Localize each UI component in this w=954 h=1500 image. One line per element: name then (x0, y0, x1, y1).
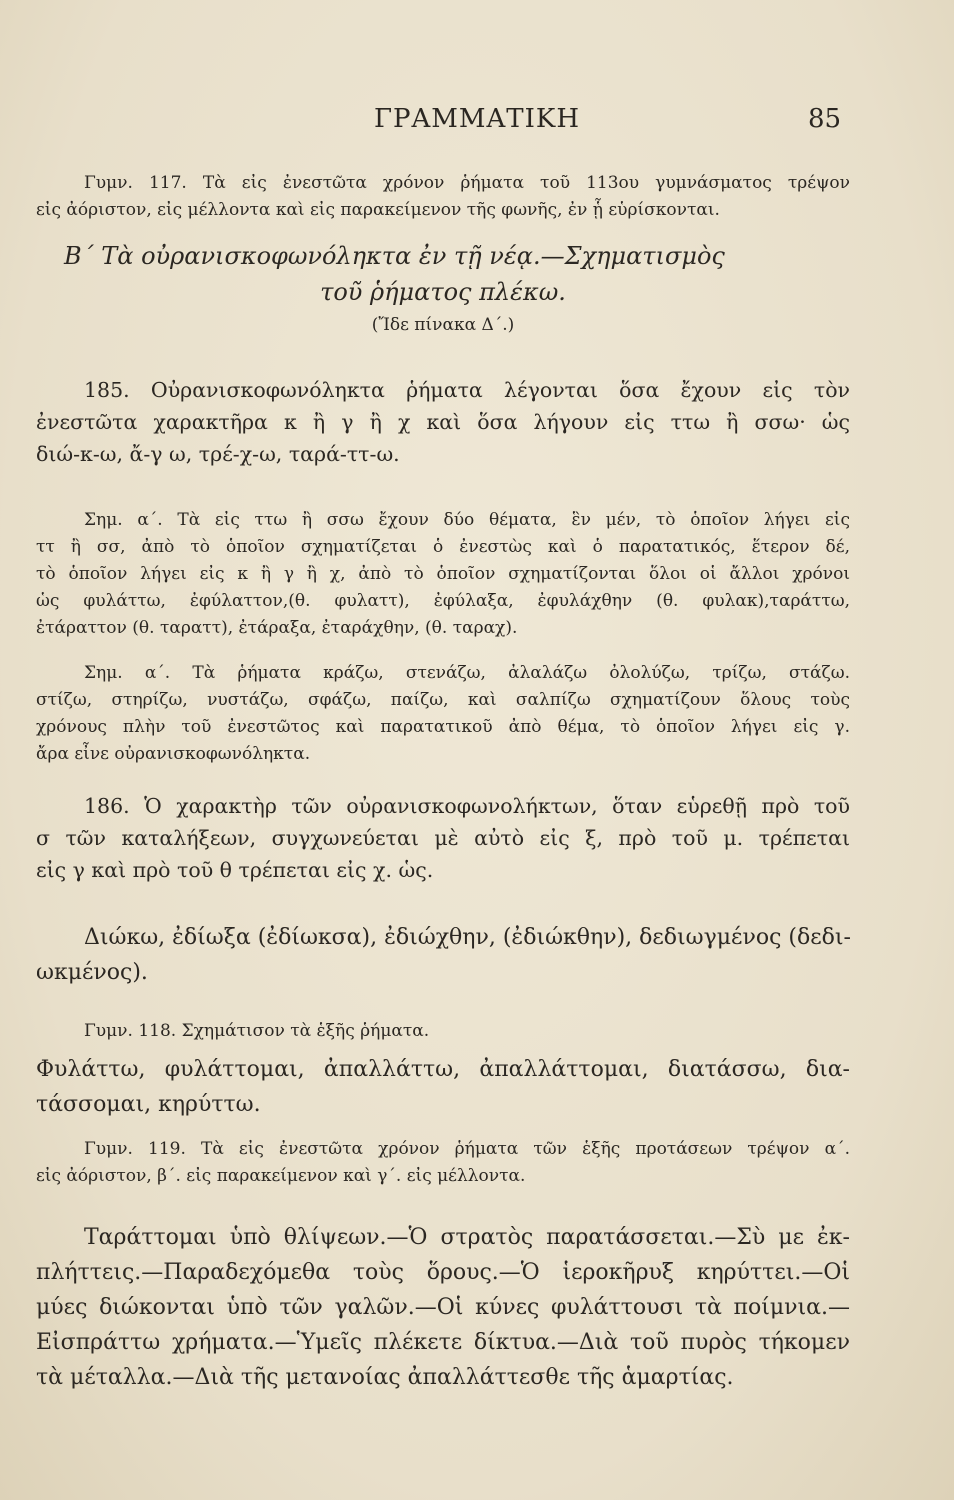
paragraph-186-line-1: 186. Ὁ χαρακτὴρ τῶν οὐρανισκοφωνολήκτων, ὅταν εὑρεθῇ πρὸ τοῦ (84, 794, 850, 818)
exercise-119-sentence-line-5: τὰ μέταλλα.—Διὰ τῆς μετανοίας ἀπαλλάττεσθε τῆς ἁμαρτίας. (36, 1365, 734, 1390)
note-1-line-2: ττ ἢ σσ, ἀπὸ τὸ ὁποῖον σχηματίζεται ὁ ἐνεστὼς καὶ ὁ παρατατικός, ἕτερον δέ, (36, 537, 850, 557)
section-b-heading (36, 238, 850, 339)
exercise-117-line-1: Γυμν. 117. Τὰ εἰς ἐνεστῶτα χρόνον ῥήματα τοῦ 113ου γυμνάσματος τρέψον (84, 173, 850, 193)
exercise-119-line-2: εἰς ἀόριστον, β΄. εἰς παρακείμενον καὶ γ΄. εἰς μέλλοντα. (36, 1166, 526, 1186)
paragraph-185-line-3: διώ-κ-ω, ἄ-γ ω, τρέ-χ-ω, ταρά-ττ-ω. (36, 442, 400, 466)
paragraph-185-line-1: 185. Οὐρανισκοφωνόληκτα ῥήματα λέγονται ὅσα ἔχουν εἰς τὸν (84, 378, 850, 402)
paragraph-186-line-3: εἰς γ καὶ πρὸ τοῦ θ τρέπεται εἰς χ. ὡς. (36, 858, 434, 882)
exercise-118-heading (36, 1018, 850, 1045)
exercise-118-verbs-line-2: τάσσομαι, κηρύττω. (36, 1092, 261, 1117)
section-b-title-line-2: τοῦ ῥήματος πλέκω. (320, 278, 566, 306)
exercise-119-sentences (36, 1220, 850, 1395)
paragraph-186-line-2: σ τῶν καταλήξεων, συγχωνεύεται μὲ αὐτὸ εἰς ξ, πρὸ τοῦ μ. τρέπεται (36, 826, 850, 850)
note-2-line-4: ἄρα εἶνε οὐρανισκοφωνόληκτα. (36, 744, 311, 764)
note-1-line-1: Σημ. α΄. Τὰ εἰς ττω ἢ σσω ἔχουν δύο θέματα, ἓν μέν, τὸ ὁποῖον λήγει εἰς (84, 510, 850, 530)
paragraph-185 (36, 374, 850, 470)
note-1-line-4: ὡς φυλάττω, ἐφύλαττον,(θ. φυλαττ), ἐφύλαξα, ἐφυλάχθην (θ. φυλακ),ταράττω, (36, 591, 850, 611)
exercise-119-sentence-line-2: πλήττεις.—Παραδεχόμεθα τοὺς ὅρους.—Ὁ ἱεροκῆρυξ κηρύττει.—Οἱ (36, 1260, 850, 1285)
exercise-119-heading (36, 1136, 850, 1190)
note-1 (36, 507, 850, 642)
exercise-119-sentence-line-1: Ταράττομαι ὑπὸ θλίψεων.—Ὁ στρατὸς παρατάσσεται.—Σὺ με ἐκ- (84, 1225, 850, 1250)
paragraph-186 (36, 790, 850, 886)
exercise-119-sentence-line-3: μύες διώκονται ὑπὸ τῶν γαλῶν.—Οἱ κύνες φυλάττουσι τὰ ποίμνια.— (36, 1295, 850, 1320)
page-number: 85 (808, 104, 842, 134)
note-2-line-2: στίζω, στηρίζω, νυστάζω, σφάζω, παίζω, καὶ σαλπίζω σχηματίζουν ὅλους τοὺς (36, 690, 850, 710)
exercise-117 (36, 170, 850, 224)
note-2 (36, 660, 850, 768)
example-dioko-line-1: Διώκω, ἐδίωξα (ἐδίωκσα), ἐδιώχθην, (ἐδιώκθην), δεδιωγμένος (δεδι- (84, 925, 851, 950)
exercise-119-sentence-line-4: Εἰσπράττω χρήματα.—Ὑμεῖς πλέκετε δίκτυα.—Διὰ τοῦ πυρὸς τήκομεν (36, 1330, 850, 1355)
exercise-118-verbs-line-1: Φυλάττω, φυλάττομαι, ἀπαλλάττω, ἀπαλλάττομαι, διατάσσω, δια- (36, 1057, 850, 1082)
running-header-title: ΓΡΑΜΜΑΤΙΚΗ (373, 104, 581, 134)
example-dioko (36, 920, 850, 990)
note-2-line-1: Σημ. α΄. Τὰ ῥήματα κράζω, στενάζω, ἀλαλάζω ὀλολύζω, τρίζω, στάζω. (84, 663, 850, 683)
paragraph-185-line-2: ἐνεστῶτα χαρακτῆρα κ ἢ γ ἢ χ καὶ ὅσα λήγουν εἰς ττω ἢ σσω· ὡς (36, 410, 850, 434)
exercise-118-verbs (36, 1052, 850, 1122)
section-b-table-note: (Ἴδε πίνακα Δ΄.) (371, 315, 515, 335)
exercise-117-line-2: εἰς ἀόριστον, εἰς μέλλοντα καὶ εἰς παρακείμενον τῆς φωνῆς, ἐν ᾗ εὑρίσκονται. (36, 200, 720, 220)
note-2-line-3: χρόνους πλὴν τοῦ ἐνεστῶτος καὶ παρατατικοῦ ἀπὸ θέμα, τὸ ὁποῖον λήγει εἰς γ. (36, 717, 850, 737)
exercise-118-line-1: Γυμν. 118. Σχημάτισον τὰ ἑξῆς ῥήματα. (84, 1021, 430, 1041)
note-1-line-5: ἐτάραττον (θ. ταραττ), ἐτάραξα, ἐταράχθην, (θ. ταραχ). (36, 618, 518, 638)
note-1-line-3: τὸ ὁποῖον λήγει εἰς κ ἢ γ ἢ χ, ἀπὸ τὸ ὁποῖον σχηματίζονται ὅλοι οἱ ἄλλοι χρόνοι (36, 564, 850, 584)
section-b-title-line-1: Β΄ Τὰ οὐρανισκοφωνόληκτα ἐν τῇ νέᾳ.—Σχηματισμὸς (64, 242, 725, 270)
exercise-119-line-1: Γυμν. 119. Τὰ εἰς ἐνεστῶτα χρόνον ῥήματα τῶν ἑξῆς προτάσεων τρέψον α΄. (84, 1139, 850, 1159)
example-dioko-line-2: ωκμένος). (36, 960, 148, 985)
